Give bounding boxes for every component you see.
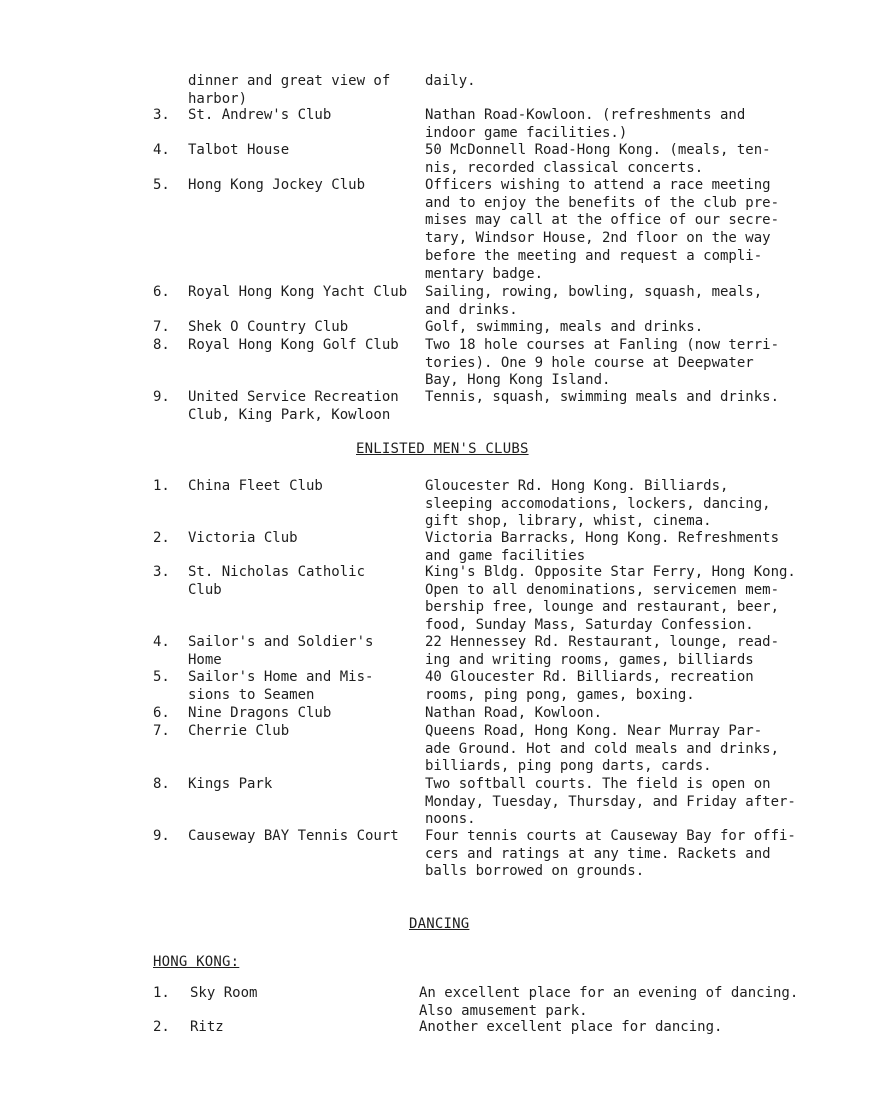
text-line: noons. (425, 811, 476, 828)
item-number: 5. (153, 669, 170, 685)
text-line: Royal Hong Kong Yacht Club (188, 284, 408, 300)
text-line: Victoria Barracks, Hong Kong. Refreshments (425, 530, 780, 546)
club-name (188, 142, 416, 160)
text-line: Club, King Park, Kowloon (188, 406, 391, 423)
club-name (188, 705, 416, 723)
text-line: 50 McDonnell Road-Hong Kong. (meals, ten- (425, 142, 771, 158)
text-line: Gloucester Rd. Hong Kong. Billiards, (425, 478, 729, 494)
item-number: 9. (153, 389, 170, 405)
club-description (425, 177, 825, 283)
venue-name (190, 985, 418, 1003)
text-line: Ritz (190, 1019, 224, 1035)
text-line: Victoria Club (188, 530, 298, 546)
club-name (188, 177, 416, 195)
section-heading-dancing: DANCING (409, 916, 470, 932)
club-name (188, 564, 416, 599)
text-line: Monday, Tuesday, Thursday, and Friday after- (425, 793, 796, 810)
text-line: ing and writing rooms, games, billiards (425, 651, 754, 668)
text-line: Talbot House (188, 142, 290, 158)
club-name (188, 284, 416, 302)
text-line: harbor) (188, 90, 248, 107)
club-description (425, 142, 825, 177)
club-description (425, 319, 825, 337)
item-number: 7. (153, 723, 170, 739)
text-line: Causeway BAY Tennis Court (188, 828, 399, 844)
club-name (188, 73, 416, 108)
text-line: Another excellent place for dancing. (419, 1019, 723, 1035)
text-line: and to enjoy the benefits of the club pre- (425, 194, 780, 211)
club-name (188, 530, 416, 548)
club-name (188, 389, 416, 424)
text-line: Golf, swimming, meals and drinks. (425, 319, 704, 335)
club-name (188, 478, 416, 496)
club-description (425, 337, 825, 390)
club-name (188, 634, 416, 669)
text-line: Shek O Country Club (188, 319, 349, 335)
text-line: mentary badge. (425, 265, 544, 282)
text-line: Two softball courts. The field is open on (425, 776, 771, 792)
text-line: food, Sunday Mass, Saturday Confession. (425, 617, 754, 634)
item-number: 8. (153, 337, 170, 353)
club-name (188, 776, 416, 794)
text-line: Sailor's Home and Mis- (188, 669, 374, 685)
text-line: nis, recorded classical concerts. (425, 159, 704, 176)
text-line: St. Nicholas Catholic (188, 564, 366, 580)
item-number: 6. (153, 705, 170, 721)
item-number: 4. (153, 634, 170, 650)
text-line: Officers wishing to attend a race meeting (425, 177, 771, 193)
text-line: Sailing, rowing, bowling, squash, meals, (425, 284, 763, 300)
club-description (425, 828, 825, 881)
item-number: 3. (153, 564, 170, 580)
club-name (188, 669, 416, 704)
text-line: 22 Hennessey Rd. Restaurant, lounge, read- (425, 634, 780, 650)
club-name (188, 828, 416, 846)
club-description (425, 564, 825, 635)
text-line: dinner and great view of (188, 73, 391, 89)
text-line: Queens Road, Hong Kong. Near Murray Par- (425, 723, 763, 739)
text-line: daily. (425, 73, 476, 89)
text-line: Nathan Road, Kowloon. (425, 705, 603, 721)
venue-description (419, 985, 829, 1020)
club-description (425, 669, 825, 704)
text-line: and drinks. (425, 301, 518, 318)
club-description (425, 478, 825, 531)
text-line: Two 18 hole courses at Fanling (now terri- (425, 337, 780, 353)
club-description (425, 107, 825, 142)
text-line: Cherrie Club (188, 723, 290, 739)
text-line: tary, Windsor House, 2nd floor on the way (425, 230, 771, 247)
venue-description (419, 1019, 829, 1037)
text-line: Nine Dragons Club (188, 705, 332, 721)
club-name (188, 107, 416, 125)
club-description (425, 705, 825, 723)
text-line: Hong Kong Jockey Club (188, 177, 366, 193)
club-name (188, 319, 416, 337)
section-heading-enlisted-clubs: ENLISTED MEN'S CLUBS (356, 441, 529, 457)
text-line: King's Bldg. Opposite Star Ferry, Hong Kong. (425, 564, 796, 580)
text-line: United Service Recreation (188, 389, 399, 405)
venue-name (190, 1019, 418, 1037)
text-line: Sailor's and Soldier's (188, 634, 374, 650)
text-line: Kings Park (188, 776, 273, 792)
subheading-hong-kong: HONG KONG: (153, 954, 240, 970)
text-line: St. Andrew's Club (188, 107, 332, 123)
text-line: ade Ground. Hot and cold meals and drinks, (425, 740, 780, 757)
text-line: Sky Room (190, 985, 258, 1001)
text-line: mises may call at the office of our secre- (425, 212, 780, 229)
text-line: sions to Seamen (188, 686, 315, 703)
text-line: balls borrowed on grounds. (425, 863, 645, 880)
text-line: and game facilities (425, 547, 586, 564)
text-line: tories). One 9 hole course at Deepwater (425, 354, 754, 371)
text-line: Tennis, squash, swimming meals and drinks. (425, 389, 780, 405)
text-line: before the meeting and request a compli- (425, 247, 763, 264)
club-description (425, 530, 825, 565)
item-number: 6. (153, 284, 170, 300)
club-description (425, 776, 825, 829)
text-line: indoor game facilities.) (425, 124, 628, 141)
club-description (425, 284, 825, 319)
text-line: cers and ratings at any time. Rackets and (425, 845, 771, 862)
text-line: Four tennis courts at Causeway Bay for offi- (425, 828, 796, 844)
item-number: 1. (153, 478, 170, 494)
club-description (425, 73, 825, 91)
club-description (425, 634, 825, 669)
text-line: 40 Gloucester Rd. Billiards, recreation (425, 669, 754, 685)
item-number: 2. (153, 1019, 170, 1035)
club-description (425, 723, 825, 776)
text-line: rooms, ping pong, games, boxing. (425, 686, 695, 703)
club-name (188, 723, 416, 741)
text-line: billiards, ping pong darts, cards. (425, 758, 712, 775)
club-name (188, 337, 416, 355)
item-number: 4. (153, 142, 170, 158)
text-line: Nathan Road-Kowloon. (refreshments and (425, 107, 746, 123)
text-line: Open to all denominations, servicemen mem- (425, 581, 780, 598)
text-line: Club (188, 581, 222, 598)
item-number: 8. (153, 776, 170, 792)
text-line: Bay, Hong Kong Island. (425, 372, 611, 389)
text-line: Royal Hong Kong Golf Club (188, 337, 399, 353)
item-number: 7. (153, 319, 170, 335)
text-line: sleeping accomodations, lockers, dancing, (425, 495, 771, 512)
item-number: 9. (153, 828, 170, 844)
text-line: Home (188, 651, 222, 668)
club-description (425, 389, 825, 407)
item-number: 2. (153, 530, 170, 546)
text-line: gift shop, library, whist, cinema. (425, 513, 712, 530)
item-number: 3. (153, 107, 170, 123)
item-number: 1. (153, 985, 170, 1001)
text-line: Also amusement park. (419, 1002, 588, 1019)
text-line: China Fleet Club (188, 478, 323, 494)
text-line: bership free, lounge and restaurant, beer, (425, 599, 780, 616)
text-line: An excellent place for an evening of dancing. (419, 985, 799, 1001)
item-number: 5. (153, 177, 170, 193)
